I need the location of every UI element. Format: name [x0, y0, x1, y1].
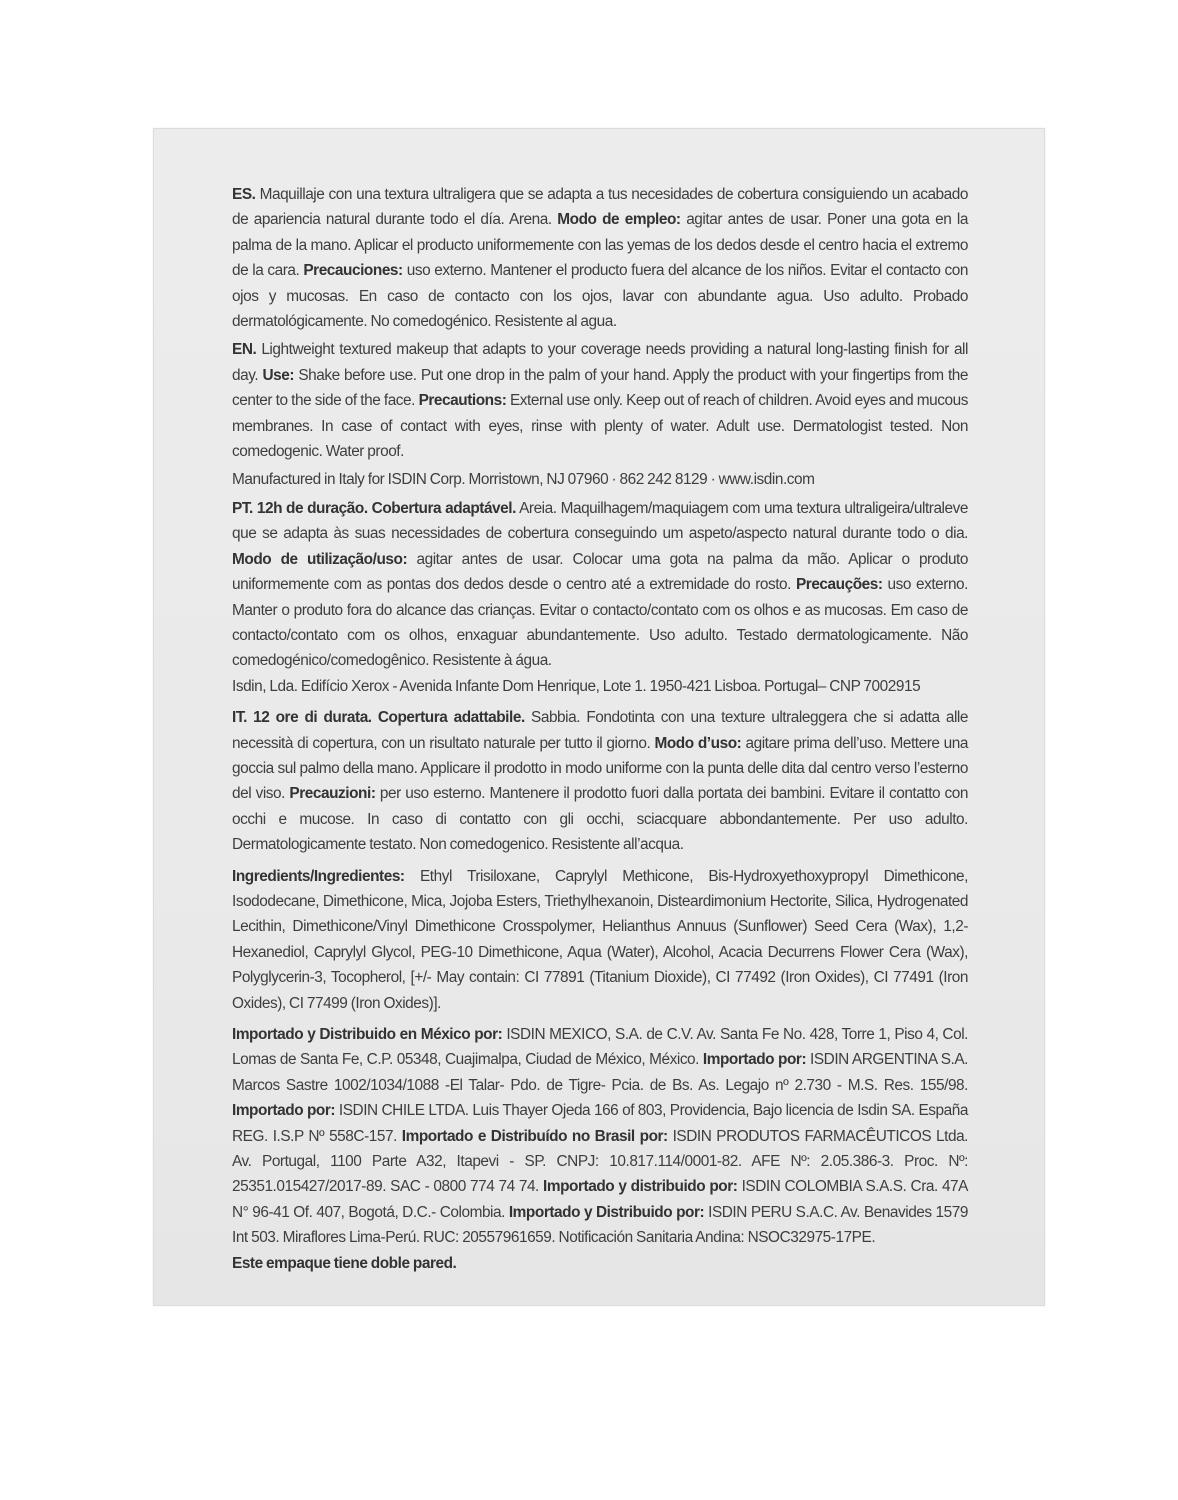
section-en: EN. Lightweight textured makeup that adapts to your coverage needs providing a natural long-lasting finish for all day. Use: Shake before use. Put one drop in the palm of your hand. Apply the product with your fingertips from the center to the side of the face. Precautions: External use only. Keep out of reach of children. Avoid eyes and mucous membranes. In case of contact with eyes, rinse with plenty of water. Adult use. Dermatologist tested. Non comedogenic. Water proof.	[232, 341, 968, 461]
ingredients-list: Ingredients/Ingredientes: Ethyl Trisiloxane, Caprylyl Methicone, Bis-Hydroxyethoxypropyl Dimethicone, Isododecane, Dimethicone, Mica, Jojoba Esters, Triethylhexanoin, Disteardimonium Hectorite, Silica, Hydrogenated Lecithin, Dimethicone/Vinyl Dimethicone Crosspolymer, Helianthus Annuus (Sunflower) Seed Cera (Wax), 1,2-Hexanediol, Caprylyl Glycol, PEG-10 Dimethicone, Aqua (Water), Alcohol, Acacia Decurrens Flower Cera (Wax), Polyglycerin-3, Tocopherol, [+/- May contain: CI 77891 (Titanium Dioxide), CI 77492 (Iron Oxides), CI 77491 (Iron Oxides), CI 77499 (Iron Oxides)].	[232, 867, 968, 1012]
section-es: ES. Maquillaje con una textura ultraligera que se adapta a tus necesidades de cobertura consiguiendo un acabado de apariencia natural durante todo el día. Arena. Modo de empleo: agitar antes de usar. Poner una gota en la palma de la mano. Aplicar el producto uniformemente con las yemas de los dedos desde el centro hacia el extremo de la cara. Precauciones: uso externo. Mantener el producto fuera del alcance de los niños. Evitar el contacto con ojos y mucosas. En caso de contacto con los ojos, lavar con abundante agua. Uso adulto. Probado dermatológicamente. No comedogénico. Resistente al agua.	[232, 186, 969, 331]
importers-list: Importado y Distribuido en México por: ISDIN MEXICO, S.A. de C.V. Av. Santa Fe No. 428, Torre 1, Piso 4, Col. Lomas de Santa Fe, C.P. 05348, Cuajimalpa, Ciudad de México, México. Importado por: ISDIN ARGENTINA S.A. Marcos Sastre 1002/1034/1088 -El Talar- Pdo. de Tigre- Pcia. de Bs. As. Legajo nº 2.730 - M.S. Res. 155/98. Importado por: ISDIN CHILE LTDA. Luis Thayer Ojeda 166 of 803, Providencia, Bajo licencia de Isdin SA. España REG. I.S.P Nº 558C-157. Importado e Distribuído no Brasil por: ISDIN PRODUTOS FARMACÊUTICOS Ltda. Av. Portugal, 1100 Parte A32, Itapevi - SP. CNPJ: 10.817.114/0001-82. AFE Nº: 2.05.386-3. Proc. Nº: 25351.015427/2017-89. SAC - 0800 774 74 74. Importado y distribuido por: ISDIN COLOMBIA S.A.S. Cra. 47A N° 96-41 Of. 407, Bogotá, D.C.- Colombia. Importado y Distribuido por: ISDIN PERU S.A.C. Av. Benavides 1579 Int 503. Miraflores Lima-Perú. RUC: 20557961659. Notificación Sanitaria Andina: NSOC32975-17PE.	[232, 1026, 969, 1247]
section-it: IT. 12 ore di durata. Copertura adattabile. Sabbia. Fondotinta con una texture ultraleggera che si adatta alle necessità di copertura, con un risultato naturale per tutto il giorno. Modo d’uso: agitare prima dell’uso. Mettere una goccia sul palmo della mano. Applicare il prodotto in modo uniforme con la punta delle dita dal centro verso l’esterno del viso. Precauzioni: per uso esterno. Mantenere il prodotto fuori dalla portata dei bambini. Evitare il contatto con occhi e mucose. In caso di contatto con gli occhi, sciacquare abbondantemente. Per uso adulto. Dermatologicamente testato. Non comedogenico. Resistente all’acqua.	[232, 709, 968, 854]
pt-address-line: Isdin, Lda. Edifício Xerox - Avenida Infante Dom Henrique, Lote 1. 1950-421 Lisboa. Portugal– CNP 7002915	[232, 677, 921, 695]
section-pt: PT. 12h de duração. Cobertura adaptável. Areia. Maquilhagem/maquiagem com uma textura ultraligeira/ultraleve que se adapta às suas necessidades de cobertura conseguindo um aspeto/aspecto natural durante todo o dia. Modo de utilização/uso: agitar antes de usar. Colocar uma gota na palma da mão. Aplicar o produto uniformemente com as pontas dos dedos desde o centro até a extremidade do rosto. Precauções: uso externo. Manter o produto fora do alcance das crianças. Evitar o contacto/contato com os olhos e as mucosas. Em caso de contacto/contato com os olhos, enxaguar abundantemente. Uso adulto. Testado dermatologicamente. Não comedogénico/comedogênico. Resistente à água.	[232, 499, 968, 670]
lang-code-en: EN.	[232, 341, 257, 359]
label-text-block	[232, 182, 968, 1279]
lang-code-es: ES.	[232, 186, 256, 203]
double-wall-note: Este empaque tiene doble pared.	[232, 1254, 457, 1272]
manufacturer-line: Manufactured in Italy for ISDIN Corp. Morristown, NJ 07960 · 862 242 8129 · www.isdin.com	[232, 471, 815, 489]
